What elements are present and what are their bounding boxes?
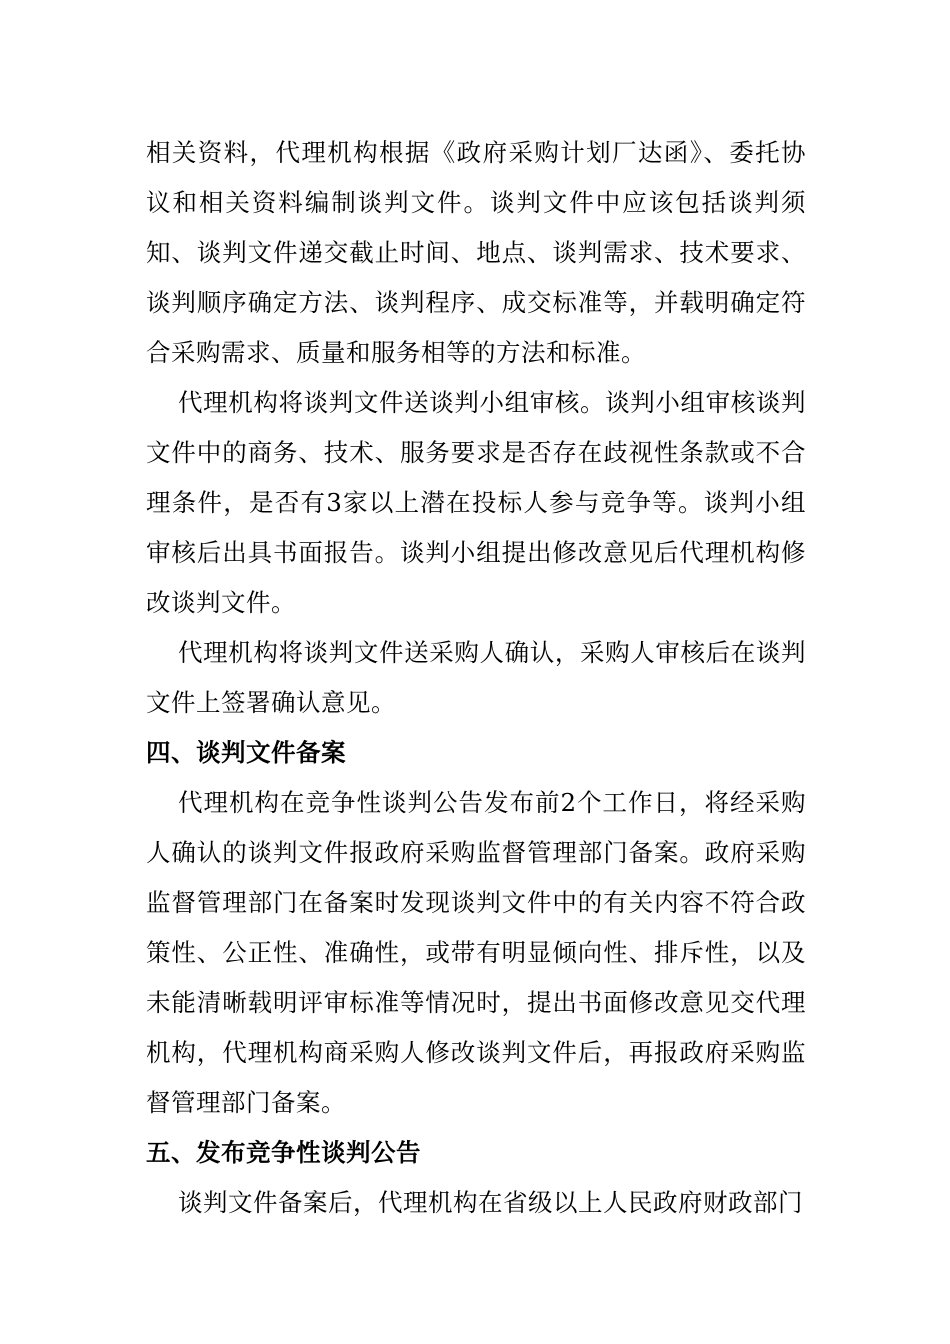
section-heading-filing: 四、谈判文件备案 (146, 738, 346, 767)
paragraph-confirmation: 代理机构将谈判文件送采购人确认，采购人审核后在谈判文件上签署确认意见。 (146, 638, 806, 717)
paragraph-review: 代理机构将谈判文件送谈判小组审核。谈判小组审核谈判文件中的商务、技术、服务要求是否存在歧视性条款或不合理条件，是否有3家以上潜在投标人参与竞争等。谈判小组审核后出具书面报告。谈判小组提出修改意见后代理机构修改谈判文件。 (146, 388, 806, 617)
paragraph-announcement: 谈判文件备案后，代理机构在省级以上人民政府财政部门 (178, 1188, 803, 1217)
document-page (146, 128, 806, 1228)
paragraph-filing: 代理机构在竞争性谈判公告发布前2个工作日，将经采购人确认的谈判文件报政府采购监督管理部门备案。政府采购监督管理部门在备案时发现谈判文件中的有关内容不符合政策性、公正性、准确性，或带有明显倾向性、排斥性，以及未能清晰载明评审标准等情况时，提出书面修改意见交代理机构，代理机构商采购人修改谈判文件后，再报政府采购监督管理部门备案。 (146, 788, 806, 1117)
section-heading-announcement: 五、发布竞争性谈判公告 (146, 1138, 421, 1167)
paragraph-continued: 相关资料，代理机构根据《政府采购计划厂达函》、委托协议和相关资料编制谈判文件。谈判文件中应该包括谈判须知、谈判文件递交截止时间、地点、谈判需求、技术要求、谈判顺序确定方法、谈判程序、成交标准等，并载明确定符合采购需求、质量和服务相等的方法和标准。 (146, 138, 806, 367)
